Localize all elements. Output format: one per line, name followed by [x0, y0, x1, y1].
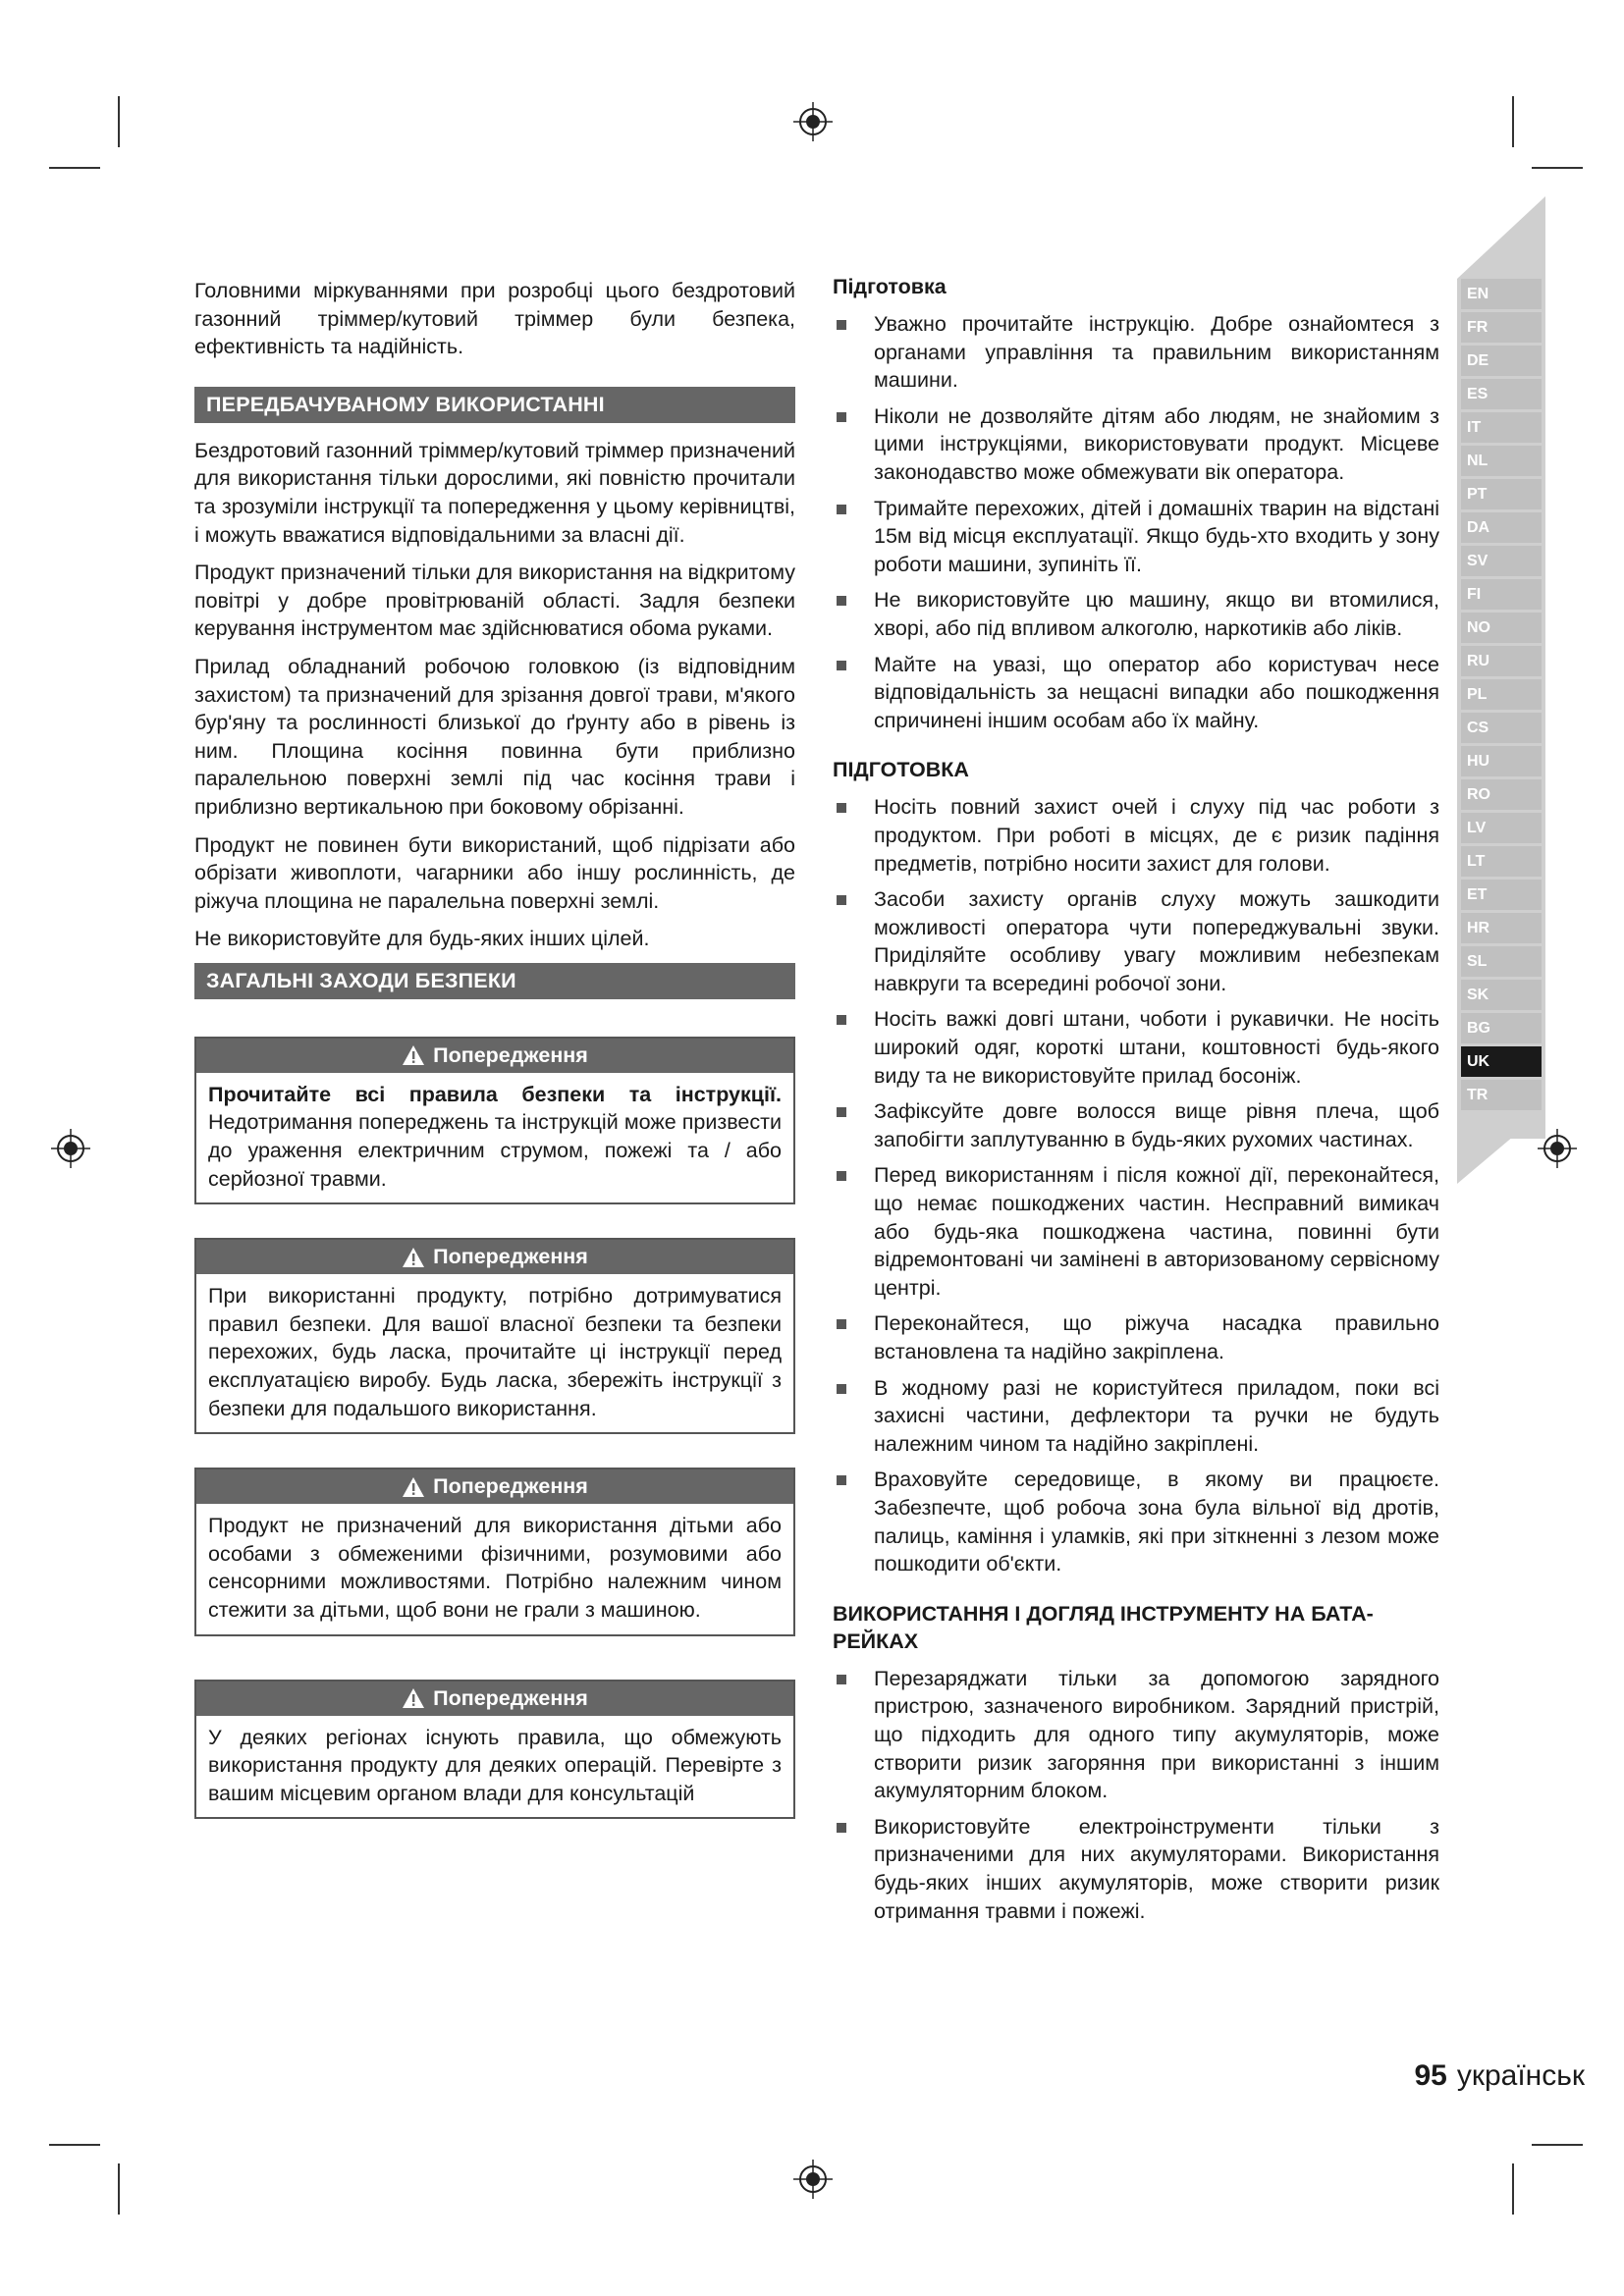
bullet-square-icon — [837, 412, 846, 422]
footer-language: українськ — [1456, 2059, 1585, 2092]
registration-mark-icon — [793, 2160, 833, 2199]
tab-lang-lv[interactable]: LV — [1461, 813, 1542, 843]
warning-header — [196, 1682, 793, 1716]
crop-mark — [118, 2163, 120, 2215]
crop-mark — [1532, 167, 1583, 169]
list-item: Зафіксуйте довге волосся вище рівня плеча, щоб запобігти заплутуванню в будь-яких рухомих частинах. — [833, 1097, 1439, 1153]
bullet-square-icon — [837, 505, 846, 514]
bullet-square-icon — [837, 1823, 846, 1833]
section-title-intended-use: ПЕРЕДБАЧУВАНОМУ ВИКОРИСТАННІ — [194, 387, 795, 423]
bullet-square-icon — [837, 1107, 846, 1117]
tab-lang-da[interactable]: DA — [1461, 512, 1542, 543]
registration-mark-icon — [51, 1129, 90, 1168]
subsection-title-preparation-caps: ПІДГОТОВКА — [833, 758, 969, 782]
list-item: Враховуйте середовище, в якому ви працюєте. Забезпечте, щоб робоча зона була вільної від дротів, палиць, каміння і уламків, які при зіткненні з лезом може пошкодити об'єкти. — [833, 1466, 1439, 1577]
list-item: Носіть повний захист очей і слуху під час роботи з продуктом. При роботі в місцях, де є ризик падіння предметів, потрібно носити захист для голови. — [833, 793, 1439, 878]
warning-text: Продукт не призначений для використання дітьми або особами з обмеженими фізичними, розумовими або сенсорними можливостями. Потрібно належним чином стежити за дітьми, щоб вони не грали з машиною. — [208, 1514, 782, 1622]
bullet-square-icon — [837, 661, 846, 670]
warning-icon — [402, 1687, 425, 1709]
tab-lang-hu[interactable]: HU — [1461, 746, 1542, 776]
warning-title: Попередження — [433, 1685, 588, 1710]
list-item: Переконайтеся, що ріжуча насадка правильно встановлена та надійно закріплена. — [833, 1309, 1439, 1365]
crop-mark — [118, 96, 120, 147]
warning-text: У деяких регіонах існують правила, що обмежують використання продукту для деяких операцій. Перевірте з вашим місцевим органом влади для консультацій — [208, 1725, 782, 1805]
bullet-square-icon — [837, 1171, 846, 1181]
tab-lang-tr[interactable]: TR — [1461, 1080, 1542, 1110]
tab-lang-lt[interactable]: LT — [1461, 846, 1542, 877]
section-title-general-safety: ЗАГАЛЬНІ ЗАХОДИ БЕЗПЕКИ — [194, 963, 795, 999]
battery-list — [833, 1665, 1439, 1925]
bullet-square-icon — [837, 1015, 846, 1025]
list-item: Перед використанням і після кожної дії, переконайтеся, що немає пошкоджених частин. Несправний вимикач або будь-яка пошкоджена частина, повинні бути відремонтовані чи замінені в авторизованому сервісному центрі. — [833, 1161, 1439, 1302]
crop-mark — [1532, 2144, 1583, 2146]
left-column — [194, 277, 795, 1819]
list-item: В жодному разі не користуйтеся приладом, поки всі захисні частини, дефлектори та ручки не будуть належним чином та надійно закріплені. — [833, 1374, 1439, 1459]
tab-lang-fr[interactable]: FR — [1461, 312, 1542, 343]
tab-lang-bg[interactable]: BG — [1461, 1013, 1542, 1043]
tab-lang-nl[interactable]: NL — [1461, 446, 1542, 476]
language-tabs — [1461, 279, 1542, 1113]
warning-body — [196, 1504, 793, 1633]
bullet-square-icon — [837, 895, 846, 905]
tab-lang-sl[interactable]: SL — [1461, 946, 1542, 977]
preparation-list — [833, 310, 1439, 734]
tab-lang-de[interactable]: DE — [1461, 346, 1542, 376]
crop-mark — [49, 167, 100, 169]
tab-strip-top-decoration — [1457, 196, 1545, 279]
intended-use-paragraph: Не використовуйте для будь-яких інших цілей. — [194, 927, 650, 951]
subsection-title-preparation: Підготовка — [833, 275, 947, 298]
list-item: Засоби захисту органів слуху можуть зашкодити можливості оператора чути попереджувальні звуки. Приділяйте особливу увагу можливим небезпекам навкруги та всередині робочої зони. — [833, 885, 1439, 997]
warning-text: При використанні продукту, потрібно дотримуватися правил безпеки. Для вашої власної безпеки та безпеки перехожих, будь ласка, прочитайте ці інструкції перед експлуатацією виробу. Будь ласка, збережіть інструкції з безпеки для подальшого використання. — [208, 1284, 782, 1420]
right-column — [833, 273, 1439, 1933]
tab-lang-pl[interactable]: PL — [1461, 679, 1542, 710]
tab-lang-it[interactable]: IT — [1461, 412, 1542, 443]
bullet-square-icon — [837, 1675, 846, 1684]
bullet-square-icon — [837, 1319, 846, 1329]
list-item: Не використовуйте цю машину, якщо ви втомилися, хворі, або під впливом алкоголю, наркотиків або ліків. — [833, 586, 1439, 642]
intended-use-paragraph: Бездротовий газонний тріммер/кутовий тріммер призначений для використання тільки дорослими, які повністю прочитали та зрозуміли інструкції та попередження у цьому керівництві, і можуть вважатися відповідальними за власні дії. — [194, 438, 795, 547]
tab-lang-fi[interactable]: FI — [1461, 579, 1542, 610]
subsection-title-battery: ВИКОРИСТАННЯ І ДОГЛЯД ІНСТРУМЕНТУ НА БАТА-РЕЙКАХ — [833, 1601, 1374, 1653]
warning-title: Попередження — [433, 1474, 588, 1499]
page-number: 95 — [1414, 2059, 1447, 2092]
warning-box — [194, 1238, 795, 1434]
registration-mark-icon — [793, 102, 833, 141]
warning-header — [196, 1469, 793, 1504]
list-item: Носіть важкі довгі штани, чоботи і рукавички. Не носіть широкий одяг, короткі штани, коштовності будь-якого виду та не використовуйте прилад босоніж. — [833, 1005, 1439, 1090]
bullet-square-icon — [837, 320, 846, 330]
warning-body — [196, 1716, 793, 1818]
intro-paragraph: Головними міркуваннями при розробці цього бездротовий газонний тріммер/кутовий тріммер були безпека, ефективність та надійність. — [194, 279, 795, 359]
crop-mark — [1512, 96, 1514, 147]
warning-bold-text: Прочитайте всі правила безпеки та інструкції. — [208, 1082, 782, 1106]
warning-icon — [402, 1044, 425, 1066]
warning-icon — [402, 1476, 425, 1498]
intended-use-paragraph: Продукт не повинен бути використаний, щоб підрізати або обрізати живоплоти, чагарники або іншу рослинність, де ріжуча площина не паралельна поверхні землі. — [194, 832, 795, 913]
warning-body — [196, 1274, 793, 1432]
warning-box — [194, 1037, 795, 1204]
tab-lang-ro[interactable]: RO — [1461, 779, 1542, 810]
list-item: Майте на увазі, що оператор або користувач несе відповідальність за нещасні випадки або пошкодження спричинені іншим особам або їх майну. — [833, 651, 1439, 735]
tab-lang-sv[interactable]: SV — [1461, 546, 1542, 576]
bullet-square-icon — [837, 1475, 846, 1485]
tab-lang-cs[interactable]: CS — [1461, 713, 1542, 743]
warning-body — [196, 1073, 793, 1202]
tab-lang-uk[interactable]: UK — [1461, 1046, 1542, 1077]
bullet-square-icon — [837, 1384, 846, 1394]
crop-mark — [1512, 2163, 1514, 2215]
warning-box — [194, 1680, 795, 1820]
list-item: Тримайте перехожих, дітей і домашніх тварин на відстані 15м від місця експлуатації. Якщо будь-хто входить у зону роботи машини, зупиніть її. — [833, 495, 1439, 579]
tab-strip-bottom-decoration — [1457, 1109, 1545, 1184]
list-item: Ніколи не дозволяйте дітям або людям, не знайомим з цими інструкціями, використовувати продукт. Місцеве законодавство може обмежувати вік оператора. — [833, 402, 1439, 487]
tab-lang-ru[interactable]: RU — [1461, 646, 1542, 676]
tab-lang-en[interactable]: EN — [1461, 279, 1542, 309]
list-item: Уважно прочитайте інструкцію. Добре ознайомтеся з органами управління та правильним використанням машини. — [833, 310, 1439, 395]
warning-header — [196, 1240, 793, 1274]
crop-mark — [49, 2144, 100, 2146]
tab-lang-hr[interactable]: HR — [1461, 913, 1542, 943]
tab-lang-pt[interactable]: PT — [1461, 479, 1542, 509]
bullet-square-icon — [837, 596, 846, 606]
intended-use-paragraph: Прилад обладнаний робочою головкою (із відповідним захистом) та призначений для зрізання довгої трави, м'якого бур'яну та рослинності близької до ґрунту або в рівень із ним. Площина косіння повинна бути приблизно паралельною поверхні землі під час косіння трави і приблизно вертикальною при боковому обрізанні. — [194, 654, 795, 819]
tab-lang-no[interactable]: NO — [1461, 613, 1542, 643]
list-item: Перезаряджати тільки за допомогою зарядного пристрою, зазначеного виробником. Зарядний пристрій, що підходить для одного типу акумуляторів, може створити ризик загоряння при використанні з іншим акумуляторним блоком. — [833, 1665, 1439, 1805]
intended-use-paragraph: Продукт призначений тільки для використання на відкритому повітрі у добре провітрюваній області. Задля безпеки керування інструментом має здійснюватися обома руками. — [194, 561, 795, 641]
warning-text: Недотримання попереджень та інструкцій може призвести до ураження електричним струмом, пожежі та / або серйозної травми. — [208, 1110, 782, 1191]
tab-lang-et[interactable]: ET — [1461, 880, 1542, 910]
warning-header — [196, 1039, 793, 1073]
preparation-gear-list — [833, 793, 1439, 1577]
tab-lang-sk[interactable]: SK — [1461, 980, 1542, 1010]
page-footer — [1414, 2059, 1585, 2093]
list-item: Використовуйте електроінструменти тільки з призначеними для них акумуляторами. Використання будь-яких інших акумуляторів, може створити ризик отримання травми і пожежі. — [833, 1813, 1439, 1925]
bullet-square-icon — [837, 803, 846, 813]
tab-lang-es[interactable]: ES — [1461, 379, 1542, 409]
warning-box — [194, 1468, 795, 1635]
warning-title: Попередження — [433, 1042, 588, 1067]
warning-icon — [402, 1247, 425, 1268]
warning-title: Попередження — [433, 1245, 588, 1269]
